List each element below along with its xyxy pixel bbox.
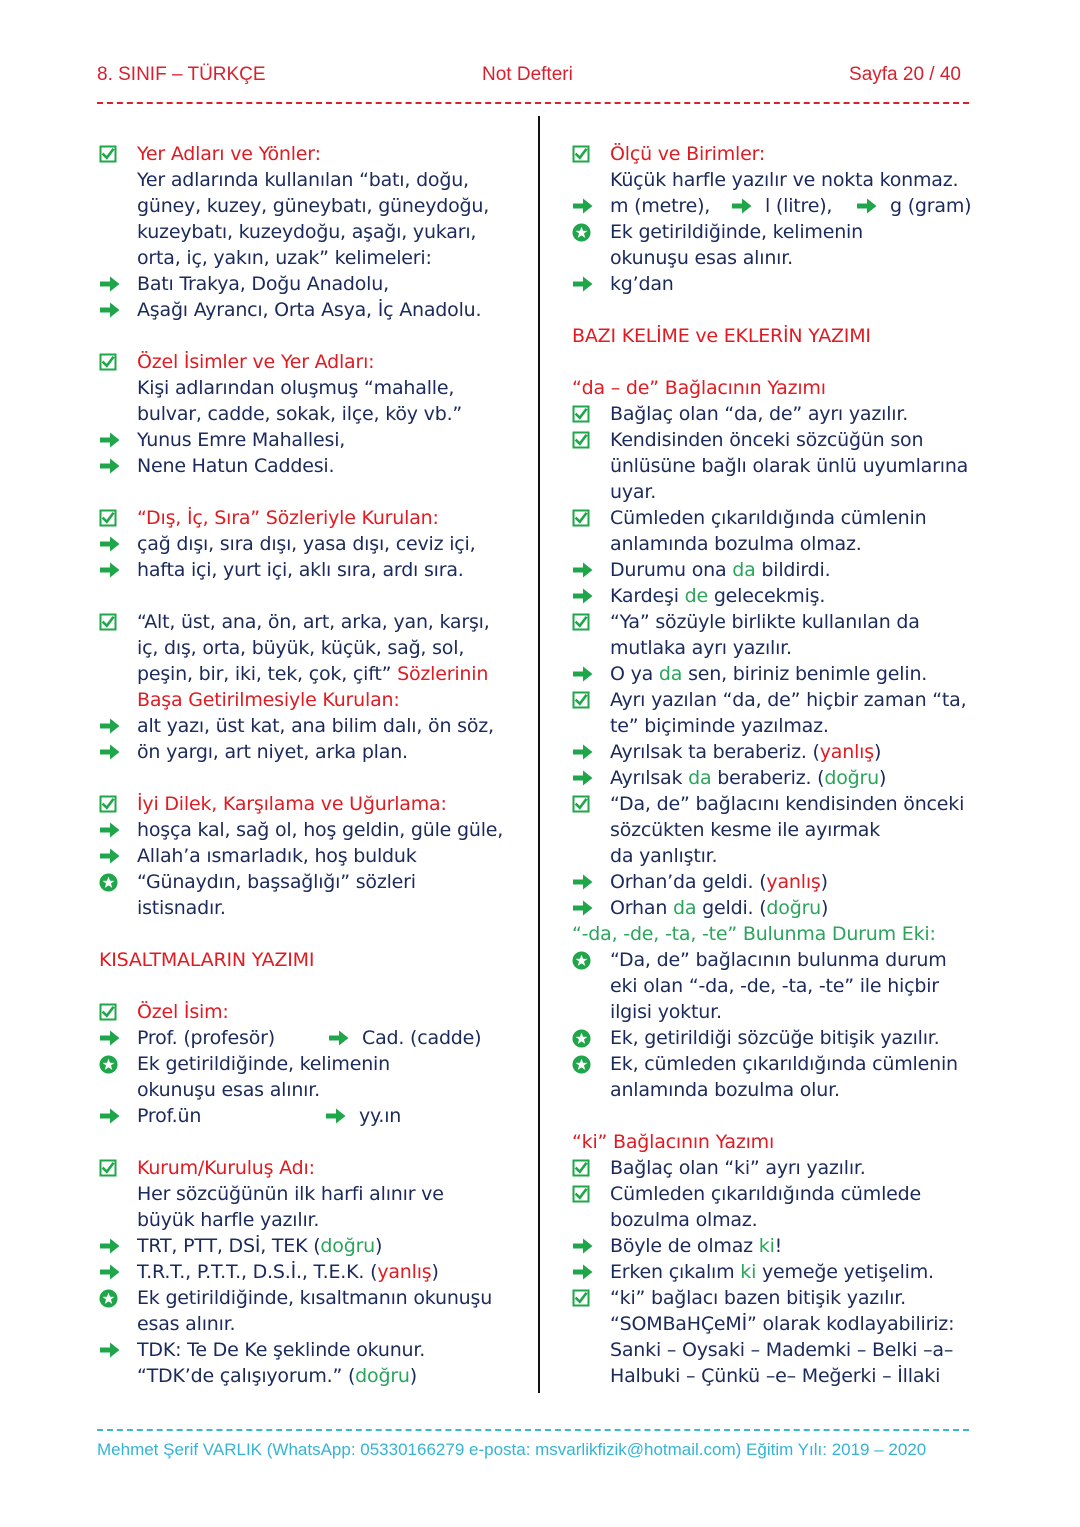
body-text: Ek getirildiğinde, kelimenin bbox=[610, 221, 863, 243]
list-item bbox=[99, 1051, 529, 1077]
section-heading bbox=[99, 687, 529, 713]
arrow-right-icon bbox=[572, 271, 596, 297]
header-divider bbox=[97, 102, 969, 104]
body-text: bulvar, cadde, sokak, ilçe, köy vb.” bbox=[137, 403, 463, 425]
highlight-text: “-da, -de, -ta, -te” Bulunma Durum Eki: bbox=[572, 923, 936, 945]
list-item bbox=[99, 1025, 529, 1051]
body-text: Halbuki – Çünkü –e– Meğerki – İllaki bbox=[610, 1365, 941, 1387]
list-item bbox=[99, 1077, 529, 1103]
list-item bbox=[572, 245, 992, 271]
body-text: ) bbox=[409, 1365, 417, 1387]
list-item bbox=[99, 713, 529, 739]
body-text: esas alınır. bbox=[137, 1313, 236, 1335]
list-item bbox=[99, 1311, 529, 1337]
list-item bbox=[572, 401, 992, 427]
heading-text: “Dış, İç, Sıra” Sözleriyle Kurulan: bbox=[137, 507, 439, 529]
arrow-right-icon bbox=[572, 895, 596, 921]
body-text: O ya bbox=[610, 663, 659, 685]
body-text: Ek, getirildiği sözcüğe bitişik yazılır. bbox=[610, 1027, 940, 1049]
checkbox-checked-icon bbox=[99, 349, 123, 375]
body-text: Durumu ona bbox=[610, 559, 733, 581]
body-text: ! bbox=[774, 1235, 783, 1257]
section-heading bbox=[99, 1155, 529, 1181]
star-circle-icon bbox=[99, 1285, 123, 1311]
list-item bbox=[572, 1207, 992, 1233]
body-text: ) bbox=[873, 741, 882, 763]
body-text: geldi. ( bbox=[696, 897, 767, 919]
spacer bbox=[572, 297, 992, 323]
body-text: da yanlıştır. bbox=[610, 845, 718, 867]
list-item bbox=[99, 531, 529, 557]
list-item bbox=[572, 167, 992, 193]
checkbox-checked-icon bbox=[99, 999, 123, 1025]
body-text: mutlaka ayrı yazılır. bbox=[610, 637, 792, 659]
body-text: Böyle de olmaz bbox=[610, 1235, 759, 1257]
body-text: yemeğe yetişelim. bbox=[756, 1261, 934, 1283]
arrow-right-icon bbox=[572, 1259, 596, 1285]
list-item bbox=[99, 1363, 529, 1389]
list-item bbox=[572, 765, 992, 791]
list-item bbox=[572, 583, 992, 609]
section-heading bbox=[99, 791, 529, 817]
body-text: Orhan bbox=[610, 897, 673, 919]
body-text: peşin, bir, iki, tek, çok, çift” bbox=[137, 663, 398, 685]
list-item bbox=[99, 843, 529, 869]
list-item bbox=[572, 505, 992, 531]
checkbox-checked-icon bbox=[572, 1155, 596, 1181]
body-text: Küçük harfle yazılır ve nokta konmaz. bbox=[610, 169, 959, 191]
list-item bbox=[99, 271, 529, 297]
arrow-right-icon bbox=[572, 739, 596, 765]
checkbox-checked-icon bbox=[572, 401, 596, 427]
body-text: bozulma olmaz. bbox=[610, 1209, 758, 1231]
arrow-right-icon bbox=[99, 1103, 123, 1129]
highlight-text: doğru bbox=[824, 767, 879, 789]
heading-text: Ölçü ve Birimler: bbox=[610, 143, 766, 165]
arrow-right-icon bbox=[99, 297, 123, 323]
list-item bbox=[572, 1337, 992, 1363]
body-text: ) bbox=[375, 1235, 383, 1257]
highlight-text: da bbox=[732, 559, 756, 581]
arrow-right-icon bbox=[99, 713, 123, 739]
arrow-right-icon bbox=[99, 817, 123, 843]
list-item bbox=[572, 1077, 992, 1103]
highlight-text: de bbox=[684, 585, 708, 607]
arrow-right-icon bbox=[325, 1103, 349, 1129]
body-text: Cümleden çıkarıldığında cümlede bbox=[610, 1183, 922, 1205]
body-text: ) bbox=[820, 871, 828, 893]
body-text: Sanki – Oysaki – Mademki – Belki –a– bbox=[610, 1339, 954, 1361]
arrow-right-icon bbox=[572, 583, 596, 609]
body-text: Ayrılsak bbox=[610, 767, 689, 789]
list-item bbox=[99, 1285, 529, 1311]
highlight-text: da bbox=[673, 897, 697, 919]
section-heading bbox=[572, 1129, 992, 1155]
arrow-right-icon bbox=[572, 765, 596, 791]
footer-credits: Mehmet Şerif VARLIK (WhatsApp: 05330166279 e-posta: msvarlikfizik@hotmail.com) Eğitim Yılı: 2019 – 2020 bbox=[97, 1440, 927, 1459]
list-item bbox=[572, 193, 992, 219]
list-item bbox=[572, 713, 992, 739]
body-text: sözcükten kesme ile ayırmak bbox=[610, 819, 881, 841]
spacer bbox=[572, 349, 992, 375]
body-text: istisnadır. bbox=[137, 897, 226, 919]
heading-text: Başa Getirilmesiyle Kurulan: bbox=[137, 689, 400, 711]
spacer bbox=[99, 921, 529, 947]
wrong-label: Sözlerinin bbox=[397, 663, 489, 685]
list-item bbox=[572, 219, 992, 245]
body-text: Cad. (cadde) bbox=[362, 1027, 482, 1049]
body-text: anlamında bozulma olmaz. bbox=[610, 533, 862, 555]
list-item bbox=[572, 1233, 992, 1259]
star-circle-icon bbox=[572, 219, 596, 245]
body-text: Erken çıkalım bbox=[610, 1261, 741, 1283]
body-text: “Günaydın, başsağlığı” sözleri bbox=[137, 871, 416, 893]
body-text: “Ya” sözüyle birlikte kullanılan da bbox=[610, 611, 920, 633]
highlight-text: da bbox=[688, 767, 712, 789]
body-text: ) bbox=[878, 767, 887, 789]
body-text: Bağlaç olan “da, de” ayrı yazılır. bbox=[610, 403, 909, 425]
body-text: okunuşu esas alınır. bbox=[137, 1079, 320, 1101]
checkbox-checked-icon bbox=[572, 427, 596, 453]
list-item bbox=[572, 635, 992, 661]
list-item bbox=[99, 661, 529, 687]
list-item bbox=[99, 635, 529, 661]
spacer bbox=[99, 583, 529, 609]
checkbox-checked-icon bbox=[572, 505, 596, 531]
spacer bbox=[99, 479, 529, 505]
highlight-text: doğru bbox=[766, 897, 822, 919]
body-text: eki olan “-da, -de, -ta, -te” ile hiçbir bbox=[610, 975, 939, 997]
list-item bbox=[572, 271, 992, 297]
checkbox-checked-icon bbox=[99, 505, 123, 531]
body-text: Yer adlarında kullanılan “batı, doğu, bbox=[137, 169, 469, 191]
list-item bbox=[572, 609, 992, 635]
body-text: Cümleden çıkarıldığında cümlenin bbox=[610, 507, 927, 529]
section-heading bbox=[572, 141, 992, 167]
list-item bbox=[99, 1337, 529, 1363]
body-text: Batı Trakya, Doğu Anadolu, bbox=[137, 273, 389, 295]
list-item bbox=[99, 817, 529, 843]
body-text: ilgisi yoktur. bbox=[610, 1001, 722, 1023]
spacer bbox=[99, 323, 529, 349]
body-text: “TDK’de çalışıyorum.” ( bbox=[137, 1365, 356, 1387]
checkbox-checked-icon bbox=[572, 791, 596, 817]
list-item bbox=[99, 1233, 529, 1259]
arrow-right-icon bbox=[99, 271, 123, 297]
section-heading bbox=[572, 921, 992, 947]
right-column bbox=[572, 141, 992, 1389]
list-item bbox=[99, 1103, 529, 1129]
heading-text: Özel İsim: bbox=[137, 1001, 229, 1023]
list-item bbox=[99, 453, 529, 479]
body-text: Ek, cümleden çıkarıldığında cümlenin bbox=[610, 1053, 958, 1075]
highlight-text: ki bbox=[758, 1235, 775, 1257]
list-item bbox=[99, 245, 529, 271]
spacer bbox=[99, 1129, 529, 1155]
list-item bbox=[572, 999, 992, 1025]
body-text: Orhan’da geldi. ( bbox=[610, 871, 767, 893]
list-item bbox=[572, 1363, 992, 1389]
body-text: uyar. bbox=[610, 481, 657, 503]
body-text: sen, biriniz benimle gelin. bbox=[682, 663, 928, 685]
list-item bbox=[572, 1051, 992, 1077]
arrow-right-icon bbox=[328, 1025, 352, 1051]
header-bar bbox=[97, 64, 965, 92]
body-text: iç, dış, orta, büyük, küçük, sağ, sol, bbox=[137, 637, 465, 659]
list-item bbox=[99, 739, 529, 765]
body-text: “Alt, üst, ana, ön, art, arka, yan, karşı, bbox=[137, 611, 490, 633]
list-item bbox=[99, 297, 529, 323]
spacer bbox=[99, 973, 529, 999]
list-item bbox=[99, 401, 529, 427]
left-column bbox=[99, 141, 529, 1389]
list-item bbox=[99, 609, 529, 635]
highlight-text: doğru bbox=[320, 1235, 376, 1257]
body-text: ) bbox=[431, 1261, 439, 1283]
heading-text: “da – de” Bağlacının Yazımı bbox=[572, 377, 826, 399]
list-item bbox=[99, 869, 529, 895]
list-item bbox=[572, 791, 992, 817]
body-text: Her sözcüğünün ilk harfi alınır ve bbox=[137, 1183, 444, 1205]
arrow-right-icon bbox=[572, 661, 596, 687]
body-text: ) bbox=[821, 897, 829, 919]
checkbox-checked-icon bbox=[572, 687, 596, 713]
body-text: güney, kuzey, güneybatı, güneydoğu, bbox=[137, 195, 490, 217]
list-item bbox=[99, 193, 529, 219]
list-item bbox=[572, 947, 992, 973]
arrow-right-icon bbox=[99, 531, 123, 557]
arrow-right-icon bbox=[572, 557, 596, 583]
section-heading bbox=[99, 947, 529, 973]
body-text: kg’dan bbox=[610, 273, 674, 295]
body-text: yy.ın bbox=[359, 1105, 402, 1127]
arrow-right-icon bbox=[99, 1025, 123, 1051]
body-text: Ayrılsak ta beraberiz. ( bbox=[610, 741, 820, 763]
body-text: m (metre), bbox=[610, 195, 711, 217]
body-text: Allah’a ısmarladık, hoş bulduk bbox=[137, 845, 417, 867]
list-item bbox=[99, 895, 529, 921]
spacer bbox=[99, 765, 529, 791]
list-item bbox=[99, 219, 529, 245]
arrow-right-icon bbox=[99, 1259, 123, 1285]
section-heading bbox=[99, 505, 529, 531]
heading-text: Yer Adları ve Yönler: bbox=[137, 143, 321, 165]
highlight-text: ki bbox=[740, 1261, 757, 1283]
section-heading bbox=[99, 141, 529, 167]
checkbox-checked-icon bbox=[99, 791, 123, 817]
list-item bbox=[572, 1311, 992, 1337]
list-item bbox=[572, 1181, 992, 1207]
body-text: orta, iç, yakın, uzak” kelimeleri: bbox=[137, 247, 432, 269]
list-item bbox=[99, 427, 529, 453]
star-circle-icon bbox=[572, 1025, 596, 1051]
checkbox-checked-icon bbox=[572, 1285, 596, 1311]
list-item bbox=[572, 895, 992, 921]
list-item bbox=[572, 739, 992, 765]
body-text: TDK: Te De Ke şeklinde okunur. bbox=[137, 1339, 426, 1361]
body-text: hoşça kal, sağ ol, hoş geldin, güle güle, bbox=[137, 819, 504, 841]
list-item bbox=[99, 1259, 529, 1285]
spacer bbox=[572, 1103, 992, 1129]
body-text: Prof.ün bbox=[137, 1105, 202, 1127]
body-text: büyük harfle yazılır. bbox=[137, 1209, 320, 1231]
body-text: Ek getirildiğinde, kısaltmanın okunuşu bbox=[137, 1287, 493, 1309]
column-divider bbox=[538, 116, 540, 1393]
body-text: hafta içi, yurt içi, aklı sıra, ardı sıra. bbox=[137, 559, 464, 581]
arrow-right-icon bbox=[731, 193, 755, 219]
list-item bbox=[572, 869, 992, 895]
arrow-right-icon bbox=[572, 1233, 596, 1259]
heading-text: İyi Dilek, Karşılama ve Uğurlama: bbox=[137, 793, 447, 815]
section-heading bbox=[99, 349, 529, 375]
body-text: anlamında bozulma olur. bbox=[610, 1079, 840, 1101]
wrong-label: yanlış bbox=[819, 741, 874, 763]
arrow-right-icon bbox=[99, 1337, 123, 1363]
checkbox-checked-icon bbox=[572, 609, 596, 635]
body-text: Kişi adlarından oluşmuş “mahalle, bbox=[137, 377, 455, 399]
body-text: “Da, de” bağlacını kendisinden önceki bbox=[610, 793, 965, 815]
list-item bbox=[572, 531, 992, 557]
section-heading bbox=[99, 999, 529, 1025]
arrow-right-icon bbox=[856, 193, 880, 219]
wrong-label: yanlış bbox=[377, 1261, 432, 1283]
body-text: Kardeşi bbox=[610, 585, 685, 607]
list-item bbox=[572, 557, 992, 583]
body-text: T.R.T., P.T.T., D.S.İ., T.E.K. ( bbox=[137, 1261, 378, 1283]
list-item bbox=[572, 427, 992, 453]
checkbox-checked-icon bbox=[99, 609, 123, 635]
list-item bbox=[572, 843, 992, 869]
star-circle-icon bbox=[99, 1051, 123, 1077]
checkbox-checked-icon bbox=[572, 141, 596, 167]
list-item bbox=[572, 1259, 992, 1285]
body-text: ünlüsüne bağlı olarak ünlü uyumlarına bbox=[610, 455, 969, 477]
body-text: Yunus Emre Mahallesi, bbox=[137, 429, 346, 451]
list-item bbox=[99, 1207, 529, 1233]
body-text: okunuşu esas alınır. bbox=[610, 247, 793, 269]
body-text: ön yargı, art niyet, arka plan. bbox=[137, 741, 408, 763]
list-item bbox=[572, 1285, 992, 1311]
star-circle-icon bbox=[572, 1051, 596, 1077]
body-text: Prof. (profesör) bbox=[137, 1027, 275, 1049]
list-item bbox=[99, 167, 529, 193]
body-text: gelecekmiş. bbox=[707, 585, 826, 607]
body-text: Nene Hatun Caddesi. bbox=[137, 455, 335, 477]
checkbox-checked-icon bbox=[572, 1181, 596, 1207]
body-text: “SOMBaHÇeMİ” olarak kodlayabiliriz: bbox=[610, 1313, 955, 1335]
list-item bbox=[572, 453, 992, 479]
body-text: “Da, de” bağlacının bulunma durum bbox=[610, 949, 947, 971]
arrow-right-icon bbox=[99, 843, 123, 869]
arrow-right-icon bbox=[99, 427, 123, 453]
arrow-right-icon bbox=[99, 1233, 123, 1259]
arrow-right-icon bbox=[99, 739, 123, 765]
section-heading bbox=[572, 375, 992, 401]
star-circle-icon bbox=[99, 869, 123, 895]
body-text: “ki” bağlacı bazen bitişik yazılır. bbox=[610, 1287, 906, 1309]
list-item bbox=[572, 817, 992, 843]
body-text: l (litre), bbox=[765, 195, 833, 217]
body-text: te” biçiminde yazılmaz. bbox=[610, 715, 829, 737]
body-text: Ek getirildiğinde, kelimenin bbox=[137, 1053, 390, 1075]
header-page-number: Sayfa 20 / 40 bbox=[849, 64, 961, 85]
list-item bbox=[572, 1025, 992, 1051]
body-text: Aşağı Ayrancı, Orta Asya, İç Anadolu. bbox=[137, 299, 482, 321]
list-item bbox=[572, 479, 992, 505]
section-heading bbox=[572, 323, 992, 349]
list-item bbox=[572, 1155, 992, 1181]
checkbox-checked-icon bbox=[99, 141, 123, 167]
body-text: Bağlaç olan “ki” ayrı yazılır. bbox=[610, 1157, 866, 1179]
body-text: Kendisinden önceki sözcüğün son bbox=[610, 429, 924, 451]
list-item bbox=[99, 1181, 529, 1207]
body-text: bildirdi. bbox=[755, 559, 831, 581]
body-text: alt yazı, üst kat, ana bilim dalı, ön söz, bbox=[137, 715, 494, 737]
body-text: g (gram) bbox=[890, 195, 972, 217]
body-text: TRT, PTT, DSİ, TEK ( bbox=[137, 1235, 321, 1257]
list-item bbox=[572, 661, 992, 687]
list-item bbox=[572, 687, 992, 713]
arrow-right-icon bbox=[99, 453, 123, 479]
body-text: kuzeybatı, kuzeydoğu, aşağı, yukarı, bbox=[137, 221, 477, 243]
list-item bbox=[99, 375, 529, 401]
highlight-text: doğru bbox=[355, 1365, 410, 1387]
header-class-subject: 8. SINIF – TÜRKÇE bbox=[97, 64, 266, 85]
list-item bbox=[99, 557, 529, 583]
star-circle-icon bbox=[572, 947, 596, 973]
footer-divider bbox=[97, 1429, 969, 1431]
heading-text: BAZI KELİME ve EKLERİN YAZIMI bbox=[572, 325, 871, 347]
checkbox-checked-icon bbox=[99, 1155, 123, 1181]
heading-text: Özel İsimler ve Yer Adları: bbox=[137, 351, 375, 373]
list-item bbox=[572, 973, 992, 999]
heading-text: Kurum/Kuruluş Adı: bbox=[137, 1157, 315, 1179]
arrow-right-icon bbox=[572, 193, 596, 219]
header-title: Not Defteri bbox=[482, 64, 573, 85]
body-text: çağ dışı, sıra dışı, yasa dışı, ceviz içi, bbox=[137, 533, 476, 555]
heading-text: “ki” Bağlacının Yazımı bbox=[572, 1131, 775, 1153]
body-text: beraberiz. ( bbox=[711, 767, 825, 789]
arrow-right-icon bbox=[572, 869, 596, 895]
heading-text: KISALTMALARIN YAZIMI bbox=[99, 949, 315, 971]
body-text: Ayrı yazılan “da, de” hiçbir zaman “ta, bbox=[610, 689, 967, 711]
highlight-text: da bbox=[658, 663, 683, 685]
wrong-label: yanlış bbox=[766, 871, 821, 893]
arrow-right-icon bbox=[99, 557, 123, 583]
